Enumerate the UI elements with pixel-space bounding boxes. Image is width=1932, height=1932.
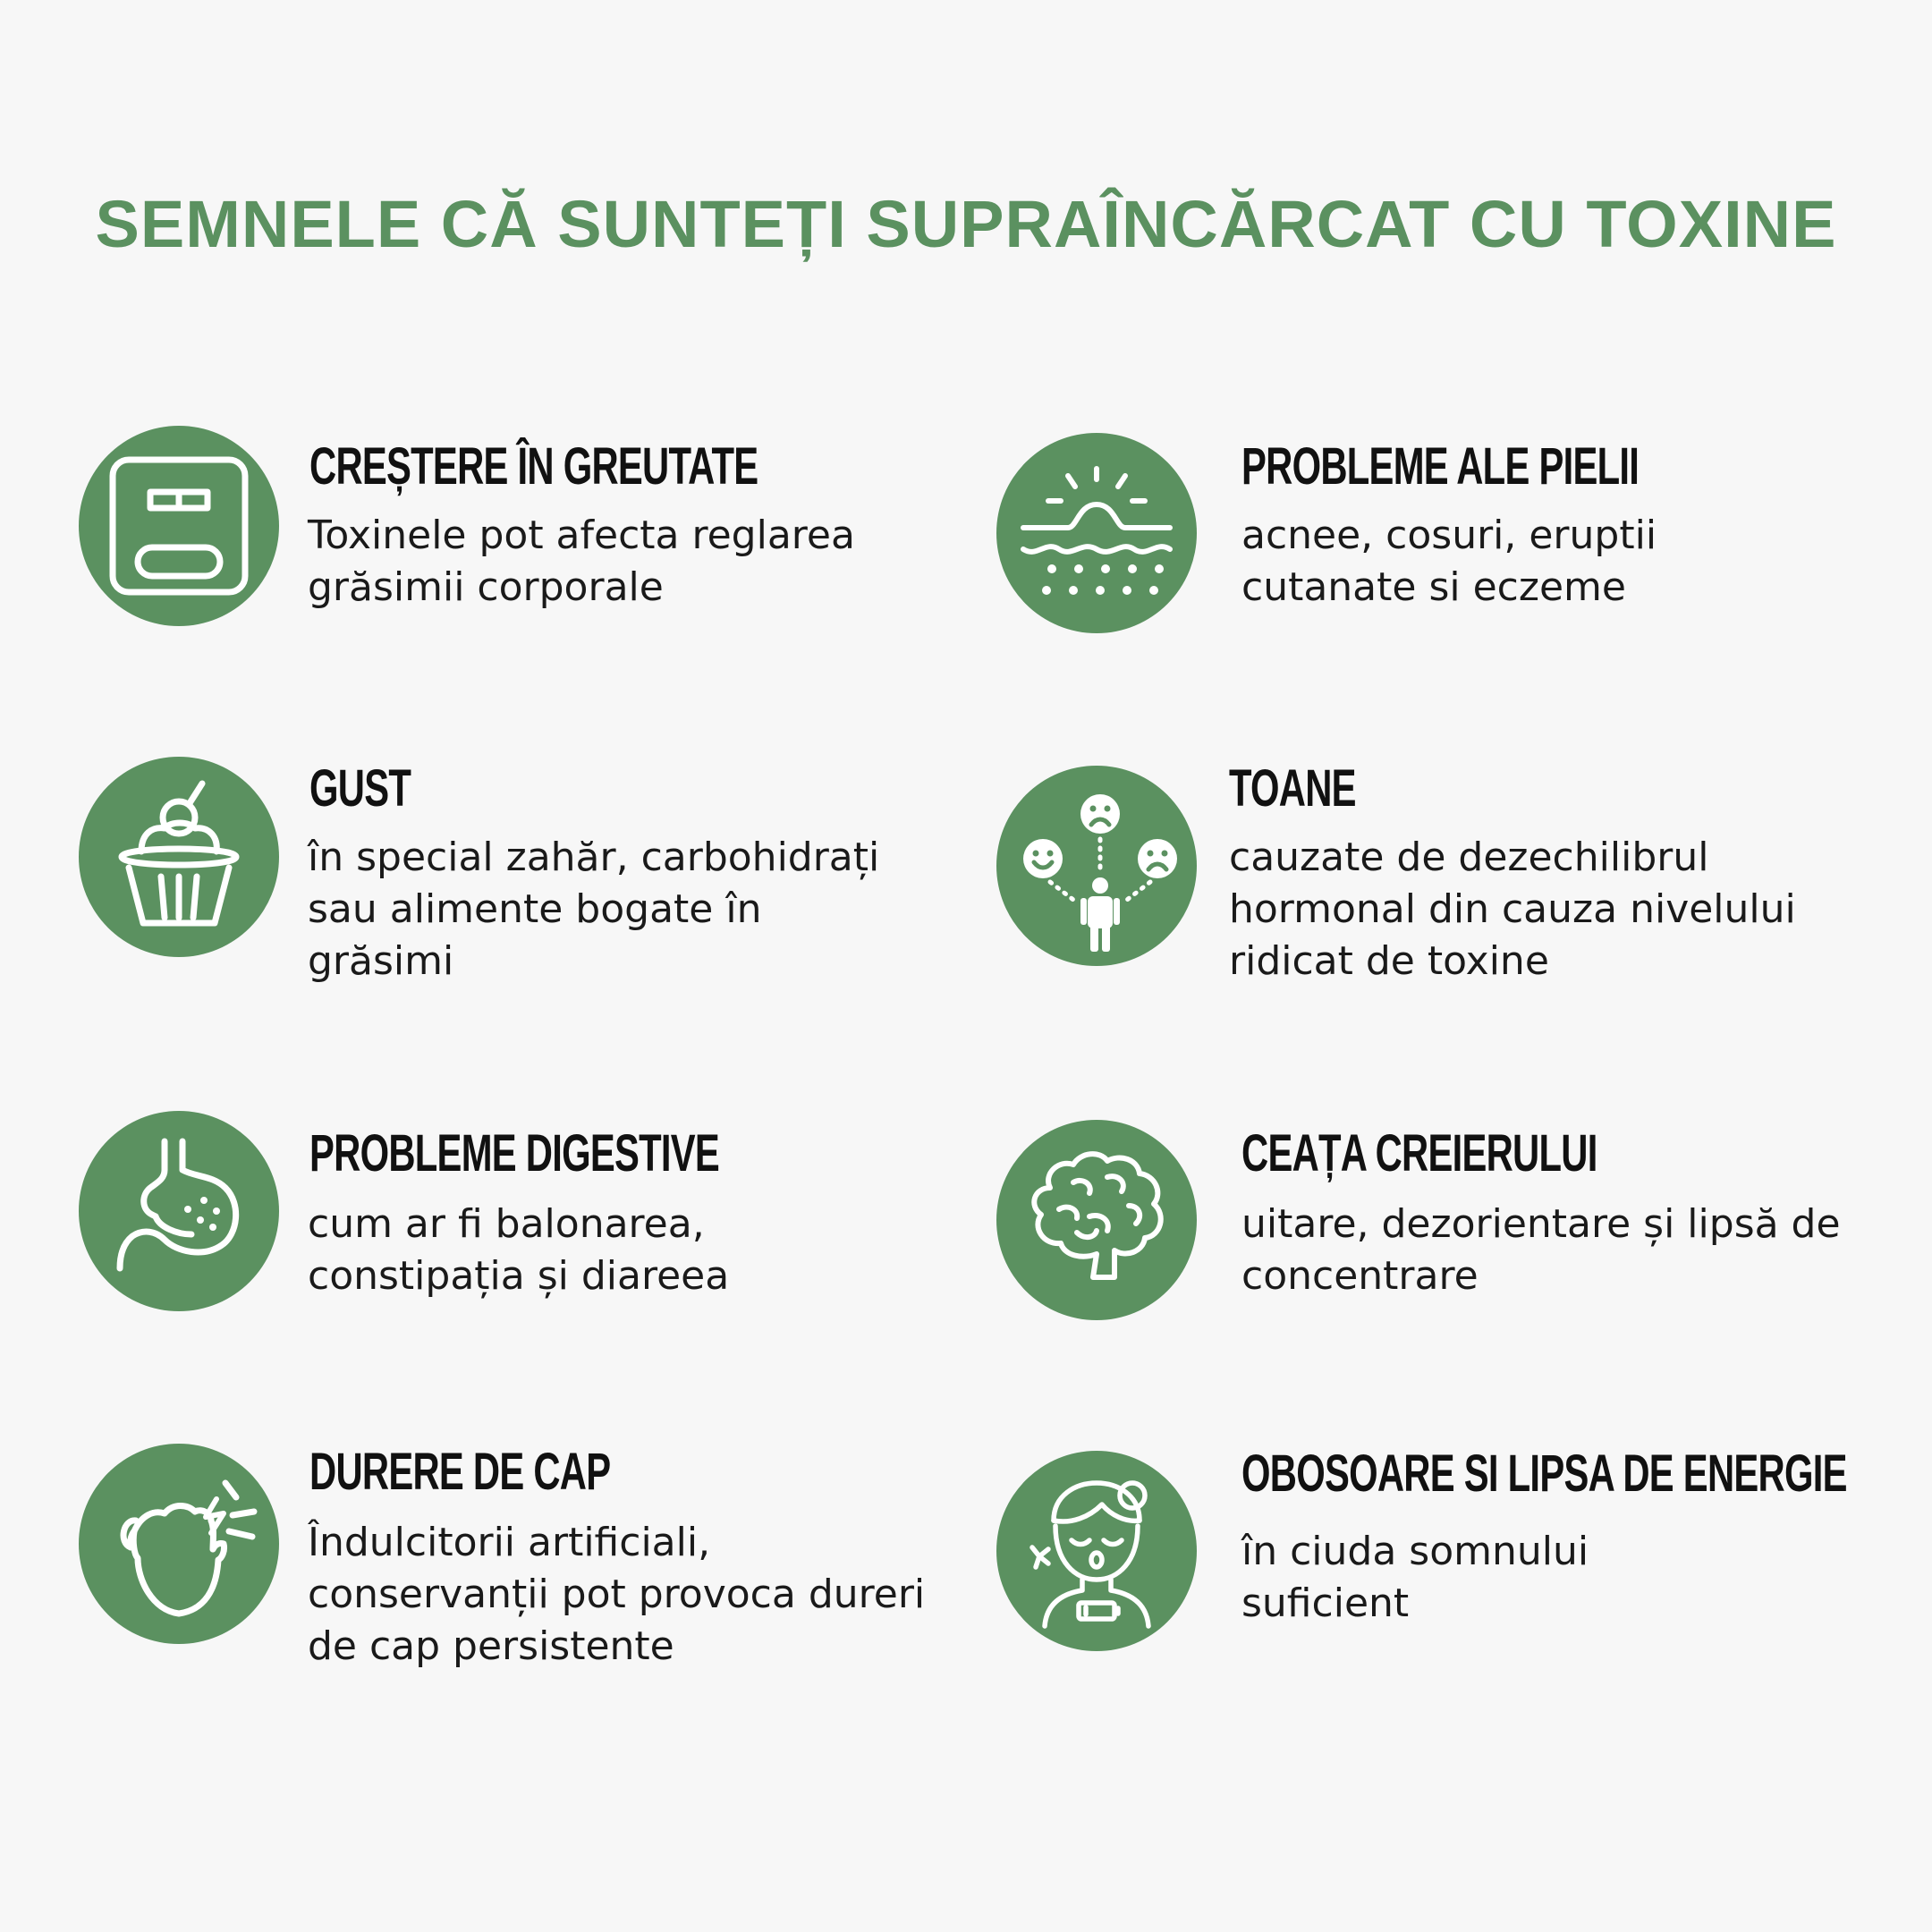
item-title: DURERE DE CAP: [309, 1443, 611, 1501]
item-description: în ciuda somnului suficient: [1241, 1529, 1589, 1626]
skin-icon: [996, 433, 1197, 633]
brain-icon: [996, 1120, 1197, 1320]
item-description: acnee, cosuri, eruptii cutanate si eczeme: [1241, 513, 1657, 610]
page-title: SEMNELE CĂ SUNTEȚI SUPRAÎNCĂRCAT CU TOXINE: [95, 187, 1837, 261]
item-description: cum ar fi balonarea, constipația și diareea: [308, 1201, 730, 1299]
item-title: OBOSOARE SI LIPSA DE ENERGIE: [1241, 1445, 1847, 1503]
item-title: PROBLEME ALE PIELII: [1241, 437, 1640, 496]
headache-icon: [79, 1444, 279, 1644]
tired-person-icon: [996, 1451, 1197, 1651]
item-description: Toxinele pot afecta reglarea grăsimii corporale: [308, 513, 855, 610]
item-description: în special zahăr, carbohidrați sau alimente bogate în grăsimi: [308, 835, 880, 984]
item-title: GUST: [309, 759, 411, 818]
stomach-icon: [79, 1111, 279, 1311]
scale-icon: [79, 426, 279, 626]
item-description: Îndulcitorii artificiali, conservanții pot provoca dureri de cap persistente: [308, 1520, 926, 1669]
item-description: uitare, dezorientare și lipsă de concentrare: [1241, 1201, 1841, 1299]
mood-swings-icon: [996, 766, 1197, 966]
item-title: CREȘTERE ÎN GREUTATE: [309, 437, 758, 496]
item-description: cauzate de dezechilibrul hormonal din cauza nivelului ridicat de toxine: [1229, 835, 1796, 984]
cupcake-icon: [79, 757, 279, 957]
item-title: PROBLEME DIGESTIVE: [309, 1124, 720, 1182]
item-title: CEAȚA CREIERULUI: [1241, 1124, 1597, 1182]
item-title: TOANE: [1229, 759, 1356, 818]
